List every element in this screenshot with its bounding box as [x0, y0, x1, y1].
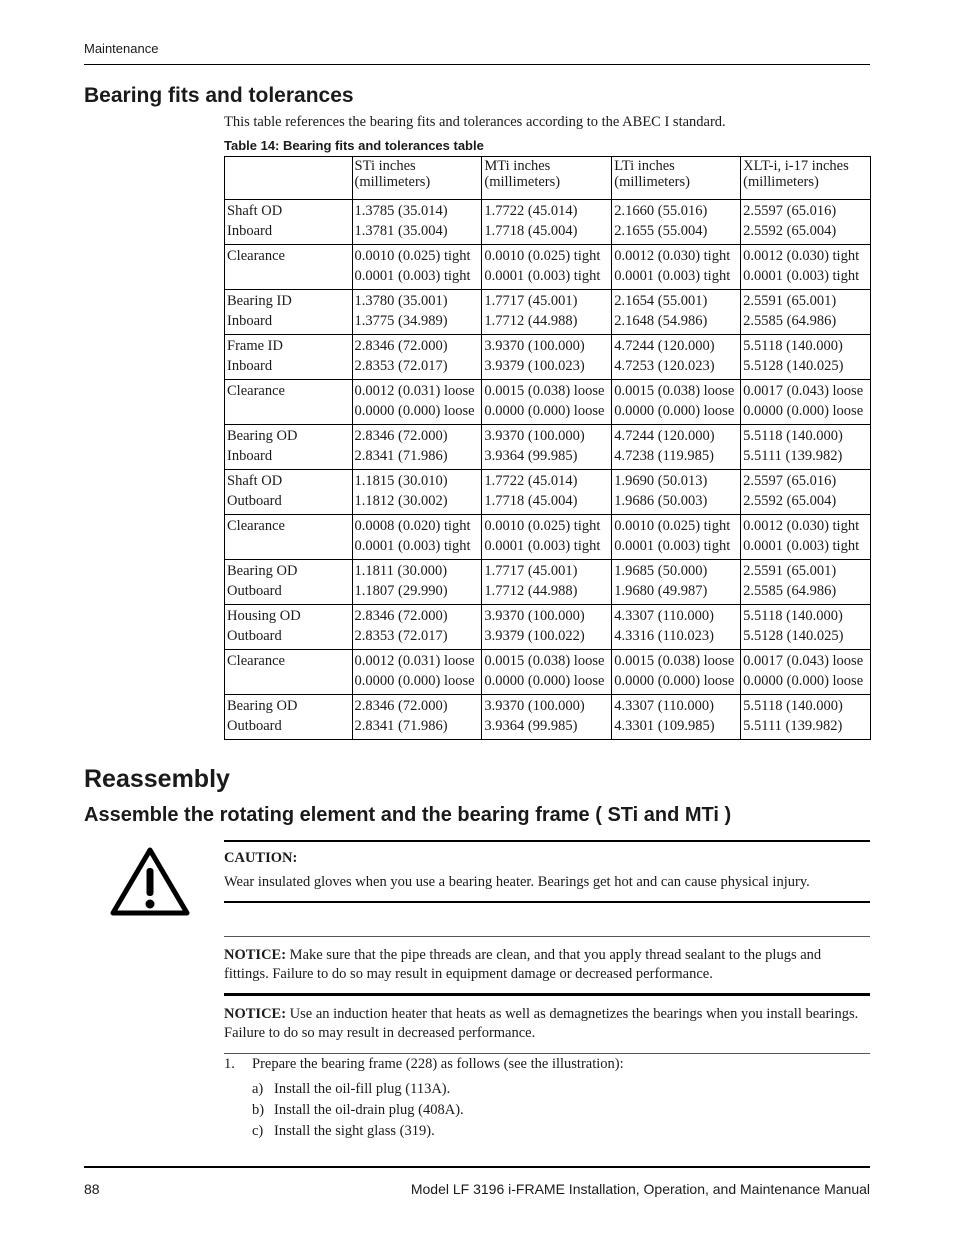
value-cell [352, 470, 482, 515]
value-line: 1.9685 (50.000) [614, 563, 708, 579]
value-line: 5.5118 (140.000) [743, 698, 843, 714]
table-row [225, 245, 871, 290]
column-header [225, 157, 353, 200]
table-header-row [225, 157, 871, 200]
value-cell [741, 290, 871, 335]
value-line: 5.5128 (140.025) [743, 628, 844, 644]
row-label-line: Clearance [227, 248, 285, 264]
value-cell [612, 560, 741, 605]
value-cell [741, 245, 871, 290]
value-cell [482, 695, 612, 740]
row-label-line: Outboard [227, 493, 282, 509]
row-label-line: Inboard [227, 313, 273, 329]
value-line: 4.7238 (119.985) [614, 448, 714, 464]
column-header-line: (millimeters) [484, 174, 561, 190]
notice-divider-rule [224, 993, 870, 996]
substep-c [252, 1123, 435, 1140]
notice-bottom-rule [224, 1053, 870, 1054]
value-line: 3.9370 (100.000) [484, 608, 585, 624]
value-line: 2.1654 (55.001) [614, 293, 708, 309]
value-cell [612, 335, 741, 380]
running-header: Maintenance [84, 41, 159, 56]
value-line: 1.3780 (35.001) [354, 293, 448, 309]
value-line: 2.8341 (71.986) [354, 448, 448, 464]
row-label-line: Shaft OD [227, 203, 283, 219]
value-cell [741, 560, 871, 605]
value-line: 1.1807 (29.990) [354, 583, 448, 599]
value-cell [352, 425, 482, 470]
value-line: 1.1815 (30.010) [354, 473, 448, 489]
substep-letter: a) [252, 1081, 264, 1097]
footer-rule [84, 1166, 870, 1168]
value-line: 1.9690 (50.013) [614, 473, 708, 489]
value-line: 2.5592 (65.004) [743, 493, 837, 509]
section-heading-bearing-fits: Bearing fits and tolerances [84, 84, 354, 107]
substep-b [252, 1102, 464, 1119]
notice-text: Make sure that the pipe threads are clean, and that you apply thread sealant to the plugs and fittings. Failure to do so may result in equipment damage or decreased performance. [224, 947, 822, 982]
value-line: 4.3316 (110.023) [614, 628, 714, 644]
row-label-cell [225, 650, 353, 695]
caution-top-rule [224, 840, 870, 842]
value-cell [482, 650, 612, 695]
value-cell [741, 515, 871, 560]
column-header-line: STi inches [354, 158, 416, 174]
value-line: 0.0001 (0.003) tight [484, 538, 601, 554]
value-line: 2.5597 (65.016) [743, 473, 837, 489]
caution-bottom-rule [224, 901, 870, 903]
value-line: 3.9379 (100.023) [484, 358, 585, 374]
page-number: 88 [84, 1181, 100, 1197]
value-cell [482, 605, 612, 650]
notice-text: Use an induction heater that heats as well as demagnetizes the bearings when you install bearings. Failure to do so may result in decreased performance. [224, 1006, 859, 1041]
table-row [225, 560, 871, 605]
notice-label: NOTICE: [224, 947, 287, 963]
value-line: 3.9370 (100.000) [484, 338, 585, 354]
row-label-line: Bearing ID [227, 293, 292, 309]
caution-label: CAUTION: [224, 850, 298, 866]
value-cell [482, 515, 612, 560]
value-line: 2.8346 (72.000) [354, 608, 448, 624]
value-line: 2.8346 (72.000) [354, 338, 448, 354]
value-cell [741, 650, 871, 695]
value-line: 1.7722 (45.014) [484, 473, 578, 489]
value-line: 0.0001 (0.003) tight [743, 538, 860, 554]
subsection-heading-assemble: Assemble the rotating element and the bearing frame ( STi and MTi ) [84, 804, 732, 826]
manual-title: Model LF 3196 i-FRAME Installation, Operation, and Maintenance Manual [410, 1181, 870, 1197]
value-line: 0.0001 (0.003) tight [743, 268, 860, 284]
value-line: 2.5592 (65.004) [743, 223, 837, 239]
value-line: 0.0008 (0.020) tight [354, 518, 471, 534]
value-cell [352, 200, 482, 245]
value-line: 1.7717 (45.001) [484, 563, 578, 579]
table-caption: Table 14: Bearing fits and tolerances table [224, 138, 484, 153]
row-label-line [227, 536, 350, 556]
value-cell [482, 335, 612, 380]
value-line: 1.7712 (44.988) [484, 313, 578, 329]
value-cell [352, 335, 482, 380]
notice-label: NOTICE: [224, 1006, 287, 1022]
substep-letter: b) [252, 1102, 265, 1118]
value-line: 1.7712 (44.988) [484, 583, 578, 599]
value-cell [741, 470, 871, 515]
warning-triangle-icon [110, 846, 190, 916]
value-cell [612, 515, 741, 560]
value-cell [352, 650, 482, 695]
row-label-cell [225, 695, 353, 740]
row-label-cell [225, 425, 353, 470]
table-row [225, 425, 871, 470]
bearing-fits-table [224, 156, 871, 740]
value-line: 0.0000 (0.000) loose [614, 403, 735, 419]
value-line: 2.5585 (64.986) [743, 583, 837, 599]
row-label-cell [225, 290, 353, 335]
value-line: 1.7717 (45.001) [484, 293, 578, 309]
value-line: 5.5118 (140.000) [743, 428, 843, 444]
value-line: 5.5118 (140.000) [743, 608, 843, 624]
value-cell [352, 380, 482, 425]
value-line: 0.0001 (0.003) tight [614, 268, 731, 284]
value-line: 0.0000 (0.000) loose [354, 403, 475, 419]
column-header [741, 157, 871, 200]
value-line: 1.1812 (30.002) [354, 493, 448, 509]
column-header-line: (millimeters) [743, 174, 819, 190]
row-label-cell [225, 335, 353, 380]
value-cell [352, 560, 482, 605]
value-line: 5.5128 (140.025) [743, 358, 844, 374]
value-line: 0.0012 (0.030) tight [743, 248, 860, 264]
row-label-line: Shaft OD [227, 473, 283, 489]
column-header-line: (millimeters) [354, 174, 431, 190]
value-line: 5.5111 (139.982) [743, 448, 843, 464]
value-line: 0.0001 (0.003) tight [614, 538, 731, 554]
value-line: 2.5591 (65.001) [743, 563, 837, 579]
value-line: 1.3775 (34.989) [354, 313, 448, 329]
row-label-line: Frame ID [227, 338, 283, 354]
value-line: 2.5585 (64.986) [743, 313, 837, 329]
table-row [225, 200, 871, 245]
value-cell [612, 695, 741, 740]
row-label-line: Inboard [227, 358, 273, 374]
row-label-line: Outboard [227, 718, 282, 734]
value-line: 0.0010 (0.025) tight [484, 248, 601, 264]
value-cell [612, 605, 741, 650]
value-line: 0.0017 (0.043) loose [743, 653, 864, 669]
table-row [225, 290, 871, 335]
value-line: 0.0001 (0.003) tight [354, 268, 471, 284]
substep-text: Install the sight glass (319). [274, 1123, 435, 1139]
value-line: 0.0015 (0.038) loose [614, 653, 735, 669]
value-line: 0.0010 (0.025) tight [484, 518, 601, 534]
value-cell [612, 380, 741, 425]
table-row [225, 605, 871, 650]
value-line: 1.7722 (45.014) [484, 203, 578, 219]
value-cell [612, 245, 741, 290]
value-line: 0.0017 (0.043) loose [743, 383, 864, 399]
section-heading-reassembly: Reassembly [84, 765, 230, 793]
value-cell [352, 605, 482, 650]
table-row [225, 470, 871, 515]
row-label-cell [225, 470, 353, 515]
substep-text: Install the oil-fill plug (113A). [274, 1081, 451, 1097]
table-row [225, 380, 871, 425]
value-line: 1.9680 (49.987) [614, 583, 708, 599]
value-line: 3.9370 (100.000) [484, 428, 585, 444]
value-line: 0.0000 (0.000) loose [354, 673, 475, 689]
row-label-cell [225, 200, 353, 245]
value-line: 2.5597 (65.016) [743, 203, 837, 219]
notice-induction-heater [224, 1005, 864, 1043]
value-line: 0.0012 (0.031) loose [354, 653, 475, 669]
table-row [225, 650, 871, 695]
value-line: 3.9370 (100.000) [484, 698, 585, 714]
value-line: 0.0010 (0.025) tight [614, 518, 731, 534]
value-cell [352, 290, 482, 335]
value-line: 0.0001 (0.003) tight [484, 268, 601, 284]
row-label-cell [225, 515, 353, 560]
column-header [352, 157, 482, 200]
value-cell [741, 605, 871, 650]
row-label-line [227, 671, 350, 691]
value-line: 4.3307 (110.000) [614, 608, 714, 624]
substep-letter: c) [252, 1123, 264, 1139]
value-line: 4.3301 (109.985) [614, 718, 715, 734]
value-line: 0.0010 (0.025) tight [354, 248, 471, 264]
step-1 [224, 1056, 624, 1073]
value-cell [612, 290, 741, 335]
table-row [225, 335, 871, 380]
value-cell [741, 200, 871, 245]
value-line: 0.0015 (0.038) loose [484, 383, 605, 399]
table-body [225, 200, 871, 740]
step-text: Prepare the bearing frame (228) as follows (see the illustration): [252, 1056, 624, 1072]
notice-top-rule [224, 936, 870, 937]
row-label-cell [225, 245, 353, 290]
value-cell [612, 470, 741, 515]
row-label-cell [225, 605, 353, 650]
value-line: 0.0012 (0.030) tight [614, 248, 731, 264]
row-label-line [227, 401, 350, 421]
value-line: 3.9364 (99.985) [484, 448, 578, 464]
row-label-line: Outboard [227, 583, 282, 599]
column-header-line: XLT-i, i-17 inches [743, 158, 849, 174]
row-label-cell [225, 380, 353, 425]
row-label-line: Bearing OD [227, 428, 298, 444]
value-line: 2.8346 (72.000) [354, 428, 448, 444]
value-cell [741, 695, 871, 740]
column-header-line: MTi inches [484, 158, 551, 174]
value-line: 1.9686 (50.003) [614, 493, 708, 509]
value-line: 2.1648 (54.986) [614, 313, 708, 329]
column-header [482, 157, 612, 200]
table-row [225, 515, 871, 560]
header-rule [84, 64, 870, 65]
value-cell [612, 200, 741, 245]
value-cell [741, 335, 871, 380]
value-cell [482, 245, 612, 290]
value-cell [482, 470, 612, 515]
substep-a [252, 1081, 450, 1098]
value-line: 1.3785 (35.014) [354, 203, 448, 219]
value-line: 0.0000 (0.000) loose [484, 403, 605, 419]
value-line: 2.1655 (55.004) [614, 223, 708, 239]
value-cell [612, 425, 741, 470]
value-line: 1.7718 (45.004) [484, 223, 578, 239]
value-line: 1.7718 (45.004) [484, 493, 578, 509]
step-number: 1. [224, 1056, 235, 1072]
value-line: 2.8341 (71.986) [354, 718, 448, 734]
value-line: 0.0000 (0.000) loose [484, 673, 605, 689]
value-line: 4.7244 (120.000) [614, 338, 715, 354]
row-label-line: Housing OD [227, 608, 301, 624]
value-cell [741, 425, 871, 470]
value-cell [482, 425, 612, 470]
row-label-line: Bearing OD [227, 698, 298, 714]
row-label-line: Outboard [227, 628, 282, 644]
value-cell [482, 380, 612, 425]
value-line: 0.0012 (0.030) tight [743, 518, 860, 534]
row-label-line [227, 266, 350, 286]
value-line: 3.9364 (99.985) [484, 718, 578, 734]
value-line: 1.1811 (30.000) [354, 563, 448, 579]
value-line: 4.3307 (110.000) [614, 698, 714, 714]
table-row [225, 695, 871, 740]
value-line: 4.7253 (120.023) [614, 358, 715, 374]
value-line: 0.0015 (0.038) loose [614, 383, 735, 399]
value-line: 0.0012 (0.031) loose [354, 383, 475, 399]
value-cell [482, 200, 612, 245]
value-cell [482, 290, 612, 335]
value-line: 4.7244 (120.000) [614, 428, 715, 444]
row-label-line: Bearing OD [227, 563, 298, 579]
value-line: 5.5111 (139.982) [743, 718, 843, 734]
row-label-line: Inboard [227, 223, 273, 239]
value-line: 2.8353 (72.017) [354, 628, 448, 644]
row-label-line: Clearance [227, 653, 285, 669]
value-line: 2.1660 (55.016) [614, 203, 708, 219]
column-header [612, 157, 741, 200]
notice-thread-sealant [224, 946, 864, 984]
value-cell [352, 515, 482, 560]
value-line: 5.5118 (140.000) [743, 338, 843, 354]
value-line: 2.8346 (72.000) [354, 698, 448, 714]
value-cell [352, 695, 482, 740]
value-line: 1.3781 (35.004) [354, 223, 448, 239]
value-cell [482, 560, 612, 605]
row-label-line: Clearance [227, 383, 285, 399]
value-line: 0.0001 (0.003) tight [354, 538, 471, 554]
value-cell [741, 380, 871, 425]
value-cell [612, 650, 741, 695]
caution-text: Wear insulated gloves when you use a bearing heater. Bearings get hot and can cause physical injury. [224, 874, 810, 890]
substep-text: Install the oil-drain plug (408A). [274, 1102, 464, 1118]
intro-paragraph: This table references the bearing fits and tolerances according to the ABEC I standard. [224, 114, 726, 130]
value-line: 2.5591 (65.001) [743, 293, 837, 309]
value-cell [352, 245, 482, 290]
value-line: 0.0000 (0.000) loose [743, 403, 864, 419]
value-line: 0.0000 (0.000) loose [614, 673, 735, 689]
value-line: 2.8353 (72.017) [354, 358, 448, 374]
row-label-line: Inboard [227, 448, 273, 464]
column-header-line: (millimeters) [614, 174, 690, 190]
value-line: 0.0000 (0.000) loose [743, 673, 864, 689]
column-header-line: LTi inches [614, 158, 675, 174]
value-line: 3.9379 (100.022) [484, 628, 585, 644]
value-line: 0.0015 (0.038) loose [484, 653, 605, 669]
row-label-line: Clearance [227, 518, 285, 534]
row-label-cell [225, 560, 353, 605]
